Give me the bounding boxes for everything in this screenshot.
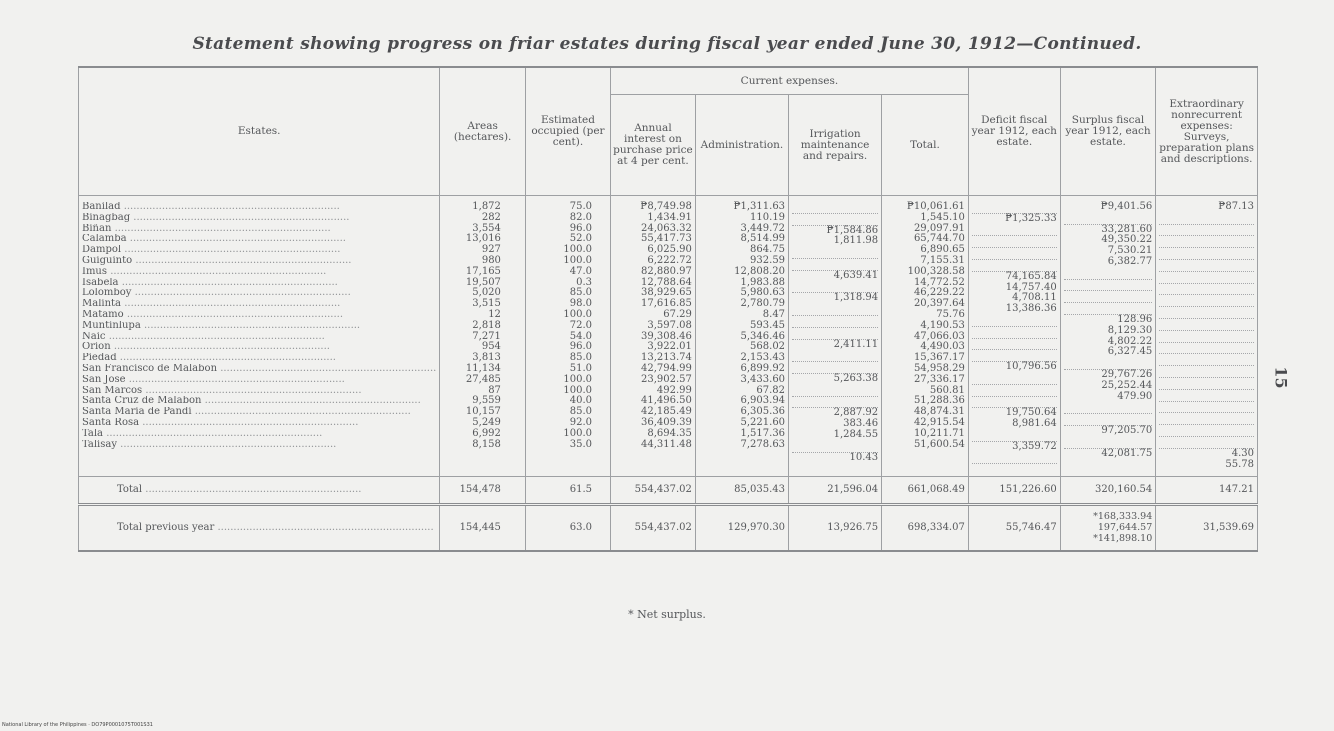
irrigation-column (789, 196, 882, 477)
cell-surplus: 42,081.75 (1101, 447, 1153, 459)
cell-irrig: 2,887.92 (833, 407, 879, 419)
cell-occ: 47.0 (569, 265, 592, 277)
cell-admin: 3,449.72 (740, 222, 786, 234)
total-deficit: 151,226.60 (968, 477, 1060, 505)
cell-total: 29,097.91 (913, 222, 965, 234)
cell-total: 560.81 (929, 384, 965, 396)
cell-interest: 3,597.08 (647, 319, 692, 331)
extraordinary-column (1156, 196, 1258, 477)
interest-column (611, 196, 696, 477)
cell-occ: 92.0 (569, 416, 592, 428)
cell-deficit (972, 385, 1057, 397)
cell-irrig: 2,411.11 (833, 338, 879, 350)
cell-extra (1159, 213, 1254, 225)
estate-name: Imus ..... (82, 267, 436, 278)
cell-area: 8,158 (472, 438, 501, 450)
cell-deficit (972, 236, 1057, 248)
cell-extra (1159, 307, 1254, 319)
total-irrigation: 21,596.04 (789, 477, 882, 505)
cell-occ: 51.0 (569, 362, 592, 374)
cell-interest: 492.99 (656, 384, 692, 396)
cell-admin: 7,278.63 (740, 438, 786, 450)
areas-column (440, 196, 526, 477)
cell-total: 54,958.29 (913, 362, 965, 374)
header-current-expenses: Current expenses. (611, 67, 969, 95)
cell-total: 27,336.17 (913, 373, 965, 385)
cell-admin: 5,221.60 (740, 416, 786, 428)
total-occupied: 61.5 (525, 477, 610, 505)
cell-interest: 6,222.72 (647, 254, 692, 266)
estate-name: Malinta ..... (82, 299, 436, 310)
cell-admin: 2,153.43 (740, 352, 786, 364)
administration-column (695, 196, 788, 477)
cell-extra (1159, 272, 1254, 284)
cell-admin: ₱1,311.63 (733, 201, 786, 212)
cell-deficit (972, 315, 1057, 327)
cell-admin: 568.02 (750, 341, 786, 353)
cell-total: 20,397.64 (913, 298, 965, 310)
cell-deficit (972, 248, 1057, 260)
cell-admin: 2,780.79 (740, 298, 786, 310)
cell-admin: 1,517.36 (740, 427, 786, 439)
cell-area: 9,559 (472, 395, 501, 407)
cell-interest: 17,616.85 (640, 298, 692, 310)
cell-irrig: 1,284.55 (833, 428, 879, 440)
header-extraordinary: Extraordinary nonrecurrent expenses: Surveys, preparation plans and descriptions. (1156, 67, 1258, 196)
cell-extra (1159, 236, 1254, 248)
cell-area: 2,818 (472, 319, 501, 331)
cell-area: 980 (481, 254, 501, 266)
cell-deficit (972, 453, 1057, 465)
cell-total: 42,915.54 (913, 416, 965, 428)
estate-name: Santa Rosa ..... (82, 418, 436, 429)
cell-deficit: 8,981.64 (1012, 418, 1057, 430)
cell-surplus: 6,327.45 (1107, 346, 1153, 358)
cell-irrig: 1,811.98 (833, 235, 879, 247)
cell-deficit (972, 430, 1057, 442)
estate-name: Piedad ..... (82, 353, 436, 364)
estate-name: Matamo ..... (82, 310, 436, 321)
estate-name: San Francisco de Malabon ..... (82, 364, 436, 375)
cell-occ: 98.0 (569, 298, 592, 310)
estate-name: Biñan ..... (82, 224, 436, 235)
cell-admin: 932.59 (750, 254, 786, 266)
previous-surplus (1060, 505, 1156, 552)
cell-interest: 24,063.32 (640, 222, 692, 234)
cell-extra (1159, 284, 1254, 296)
cell-admin: 3,433.60 (740, 373, 786, 385)
cell-irrig (792, 304, 878, 316)
cell-occ: 100.0 (563, 384, 592, 396)
cell-total: 46,229.22 (913, 287, 965, 299)
cell-occ: 35.0 (569, 438, 592, 450)
total-label: Total ..... (117, 484, 361, 495)
cell-irrig (792, 441, 878, 453)
cell-admin: 110.19 (750, 211, 786, 223)
cell-interest: 38,929.65 (640, 287, 692, 299)
cell-irrig: 383.46 (843, 418, 879, 430)
cell-admin: 1,983.88 (740, 276, 786, 288)
estate-name: Santa Maria de Pandi ..... (82, 407, 436, 418)
cell-deficit: 13,386.36 (1005, 303, 1057, 315)
cell-surplus: 479.90 (1117, 390, 1153, 402)
cell-deficit: 74,165.84 (1005, 270, 1057, 282)
cell-total: 10,211.71 (913, 427, 965, 439)
page-number: 15 (1271, 366, 1291, 389)
cell-admin: 8.47 (762, 308, 786, 320)
cell-admin: 5,980.63 (740, 287, 786, 299)
header-areas: Areas (hectares). (440, 67, 526, 196)
cell-irrig: 10.43 (849, 451, 879, 463)
cell-total: 100,328.58 (907, 265, 965, 277)
cell-area: 3,515 (472, 298, 501, 310)
cell-area: 3,554 (472, 222, 501, 234)
cell-interest: 8,694.35 (647, 427, 692, 439)
cell-admin: 8,514.99 (740, 233, 786, 245)
cell-area: 5,020 (472, 287, 501, 299)
previous-total: 698,334.07 (882, 505, 969, 552)
cell-area: 3,813 (472, 352, 501, 364)
cell-area: 11,134 (465, 362, 501, 374)
cell-extra (1159, 343, 1254, 355)
cell-occ: 100.0 (563, 427, 592, 439)
header-administration: Administration. (695, 95, 788, 196)
estate-name: Talisay ..... (82, 440, 436, 451)
cell-deficit (972, 260, 1057, 272)
cell-surplus: 4,802.22 (1107, 335, 1153, 347)
cell-interest: 23,902.57 (640, 373, 692, 385)
cell-area: 5,249 (472, 416, 501, 428)
cell-admin: 67.82 (756, 384, 786, 396)
cell-area: 6,992 (472, 427, 501, 439)
header-total: Total. (882, 95, 969, 196)
cell-total: 51,600.54 (913, 438, 965, 450)
header-surplus: Surplus fiscal year 1912, each estate. (1060, 67, 1156, 196)
header-irrigation: Irrigation maintenance and repairs. (789, 95, 882, 196)
cell-total: 4,490.03 (920, 341, 965, 353)
cell-extra (1159, 354, 1254, 366)
cell-surplus: ₱9,401.56 (1100, 201, 1153, 212)
estate-name: San Jose ..... (82, 375, 436, 386)
cell-deficit (972, 373, 1057, 385)
cell-interest: 1,434.91 (647, 211, 692, 223)
cell-total: 47,066.03 (913, 330, 965, 342)
total-surplus: 320,160.54 (1060, 477, 1156, 505)
cell-interest: 6,025.90 (647, 244, 692, 256)
cell-surplus: 128.96 (1117, 313, 1153, 325)
previous-extraordinary: 31,539.69 (1156, 505, 1258, 552)
estate-name: Naic ..... (82, 332, 436, 343)
surplus-column (1060, 196, 1156, 477)
estate-name: Binagbag ..... (82, 213, 436, 224)
cell-extra (1159, 378, 1254, 390)
estate-name: Guiguinto ..... (82, 256, 436, 267)
cell-deficit: 4,708.11 (1012, 292, 1057, 304)
cell-irrig (792, 385, 878, 397)
estate-name: Banilad ..... (82, 202, 436, 213)
previous-occupied: 63.0 (525, 505, 610, 552)
cell-interest: 55,417.73 (640, 233, 692, 245)
cell-total: 15,367.17 (913, 352, 965, 364)
estate-name: Calamba ..... (82, 234, 436, 245)
total-column (882, 196, 969, 477)
previous-irrigation: 13,926.75 (789, 505, 882, 552)
cell-interest: 67.29 (663, 308, 692, 320)
cell-irrig: 4,639.41 (833, 269, 879, 281)
cell-deficit: 3,359.72 (1012, 440, 1057, 452)
cell-irrig: 1,318.94 (833, 292, 879, 304)
cell-area: 1,872 (472, 201, 501, 212)
cell-surplus: 49,350.22 (1101, 234, 1153, 246)
cell-area: 17,165 (465, 265, 501, 277)
cell-occ: 0.3 (576, 276, 592, 288)
cell-occ: 96.0 (569, 222, 592, 234)
cell-deficit: 19,750.64 (1005, 407, 1057, 419)
cell-irrig (792, 202, 878, 214)
cell-deficit: 14,757.40 (1005, 281, 1057, 293)
cell-extra: ₱87.13 (1218, 201, 1254, 212)
cell-deficit: ₱1,325.33 (1005, 212, 1057, 224)
header-estates: Estates. (79, 67, 440, 196)
cell-extra (1159, 413, 1254, 425)
cell-occ: 40.0 (569, 395, 592, 407)
cell-surplus (1064, 402, 1153, 414)
estate-name: Tala ..... (82, 429, 436, 440)
table-body (79, 196, 1258, 552)
cell-interest: 36,409.39 (640, 416, 692, 428)
total-total: 661,068.49 (882, 477, 969, 505)
cell-extra (1159, 260, 1254, 272)
cell-occ: 72.0 (569, 319, 592, 331)
estates-column (79, 196, 440, 477)
estate-name: Muntinlupa ..... (82, 321, 436, 332)
cell-interest: 3,922.01 (647, 341, 692, 353)
cell-interest: 82,880.97 (640, 265, 692, 277)
header-occupied: Estimated occupied (per cent). (525, 67, 610, 196)
previous-interest: 554,437.02 (611, 505, 696, 552)
cell-interest: 44,311.48 (640, 438, 692, 450)
previous-surplus-3: *141,898.10 (1093, 532, 1153, 544)
cell-occ: 100.0 (563, 244, 592, 256)
cell-deficit: 10,796.56 (1005, 361, 1057, 373)
cell-area: 927 (481, 244, 501, 256)
cell-occ: 100.0 (563, 254, 592, 266)
cell-deficit (972, 225, 1057, 237)
cell-total: 1,545.10 (920, 211, 965, 223)
cell-deficit (972, 327, 1057, 339)
estate-name: San Marcos ..... (82, 386, 436, 397)
cell-total: 48,874.31 (913, 406, 965, 418)
cell-interest: 12,788.64 (640, 276, 692, 288)
cell-interest: 39,308.46 (640, 330, 692, 342)
cell-interest: 42,794.99 (640, 362, 692, 374)
total-area: 154,478 (440, 477, 526, 505)
cell-total: 51,288.36 (913, 395, 965, 407)
cell-total: ₱10,061.61 (906, 201, 965, 212)
cell-extra (1159, 402, 1254, 414)
cell-interest: 13,213.74 (640, 352, 692, 364)
cell-irrig (792, 350, 878, 362)
cell-occ: 100.0 (563, 373, 592, 385)
cell-surplus: 7,530.21 (1107, 245, 1153, 257)
header-deficit: Deficit fiscal year 1912, each estate. (968, 67, 1060, 196)
deficit-column (968, 196, 1060, 477)
cell-area: 7,271 (472, 330, 501, 342)
cell-occ: 100.0 (563, 308, 592, 320)
cell-extra (1159, 248, 1254, 260)
cell-surplus (1064, 268, 1153, 280)
cell-surplus (1064, 213, 1153, 225)
cell-surplus (1064, 437, 1153, 449)
estate-name: Santa Cruz de Malabon ..... (82, 396, 436, 407)
cell-total: 75.76 (936, 308, 965, 320)
cell-extra: 4.30 (1231, 447, 1254, 459)
cell-surplus: 8,129.30 (1107, 324, 1153, 336)
cell-irrig (792, 247, 878, 259)
cell-admin: 5,346.46 (740, 330, 786, 342)
cell-extra (1159, 390, 1254, 402)
previous-surplus-2: 197,644.57 (1097, 521, 1153, 533)
cell-occ: 85.0 (569, 287, 592, 299)
cell-total: 65,744.70 (913, 233, 965, 245)
data-rows (79, 196, 1258, 477)
cell-admin: 6,899.92 (740, 362, 786, 374)
cell-extra (1159, 225, 1254, 237)
cell-surplus: 33,281.60 (1101, 223, 1153, 235)
cell-area: 19,507 (465, 276, 501, 288)
cell-extra (1159, 319, 1254, 331)
estate-name: Isabela ..... (82, 278, 436, 289)
cell-surplus: 97,205.70 (1101, 424, 1153, 436)
cell-area: 954 (481, 341, 501, 353)
cell-occ: 52.0 (569, 233, 592, 245)
cell-occ: 96.0 (569, 341, 592, 353)
cell-occ: 75.0 (569, 201, 592, 212)
cell-extra (1159, 331, 1254, 343)
cell-area: 10,157 (465, 406, 501, 418)
cell-occ: 82.0 (569, 211, 592, 223)
cell-surplus (1064, 291, 1153, 303)
cell-admin: 6,903.94 (740, 395, 786, 407)
total-administration: 85,035.43 (695, 477, 788, 505)
previous-year-row (79, 505, 1258, 552)
previous-area: 154,445 (440, 505, 526, 552)
cell-extra (1159, 295, 1254, 307)
previous-label: Total previous year ..... (117, 522, 434, 533)
previous-deficit: 55,746.47 (968, 505, 1060, 552)
cell-admin: 6,305.36 (740, 406, 786, 418)
cell-area: 282 (481, 211, 501, 223)
header-annual-interest: Annual interest on purchase price at 4 per cent. (611, 95, 696, 196)
cell-extra (1159, 425, 1254, 437)
cell-admin: 593.45 (750, 319, 786, 331)
cell-occ: 85.0 (569, 352, 592, 364)
cell-area: 13,016 (465, 233, 501, 245)
cell-area: 87 (488, 384, 501, 396)
cell-irrig: 5,263.38 (833, 372, 879, 384)
cell-surplus: 25,252.44 (1101, 379, 1153, 391)
cell-interest: ₱8,749.98 (640, 201, 692, 212)
credit-line: National Library of the Philippines · DO79P0001075T001S31 (2, 722, 153, 728)
cell-irrig (792, 259, 878, 271)
total-interest: 554,437.02 (611, 477, 696, 505)
estate-name: Dampol ..... (82, 245, 436, 256)
cell-occ: 85.0 (569, 406, 592, 418)
cell-total: 6,890.65 (920, 244, 965, 256)
cell-irrig (792, 328, 878, 340)
cell-admin: 864.75 (750, 244, 786, 256)
previous-surplus-1: *168,333.94 (1093, 511, 1153, 523)
cell-extra (1159, 437, 1254, 449)
cell-area: 12 (488, 308, 501, 320)
cell-irrig: ₱1,584.86 (826, 224, 879, 236)
estate-name: Orion ..... (82, 342, 436, 353)
cell-area: 27,485 (465, 373, 501, 385)
cell-interest: 42,185.49 (640, 406, 692, 418)
estate-name: Lolomboy ..... (82, 288, 436, 299)
cell-surplus: 29,767.26 (1101, 368, 1153, 380)
cell-admin: 12,808.20 (734, 265, 786, 277)
cell-total: 4,190.53 (920, 319, 965, 331)
cell-irrig (792, 214, 878, 226)
cell-irrig (792, 316, 878, 328)
cell-surplus (1064, 280, 1153, 292)
cell-deficit (972, 339, 1057, 351)
page-title: Statement showing progress on friar estates during fiscal year ended June 30, 1912—Continued. (192, 34, 1142, 54)
cell-occ: 54.0 (569, 330, 592, 342)
cell-total: 14,772.52 (913, 276, 965, 288)
statement-table (78, 66, 1258, 552)
cell-total: 7,155.31 (920, 254, 965, 266)
occupied-column (525, 196, 610, 477)
cell-extra (1159, 366, 1254, 378)
total-extraordinary: 147.21 (1156, 477, 1258, 505)
cell-extra: 55.78 (1225, 458, 1254, 470)
footnote: * Net surplus. (628, 608, 706, 621)
total-row (79, 477, 1258, 505)
previous-administration: 129,970.30 (695, 505, 788, 552)
cell-interest: 41,496.50 (640, 395, 692, 407)
cell-surplus: 6,382.77 (1107, 255, 1153, 267)
